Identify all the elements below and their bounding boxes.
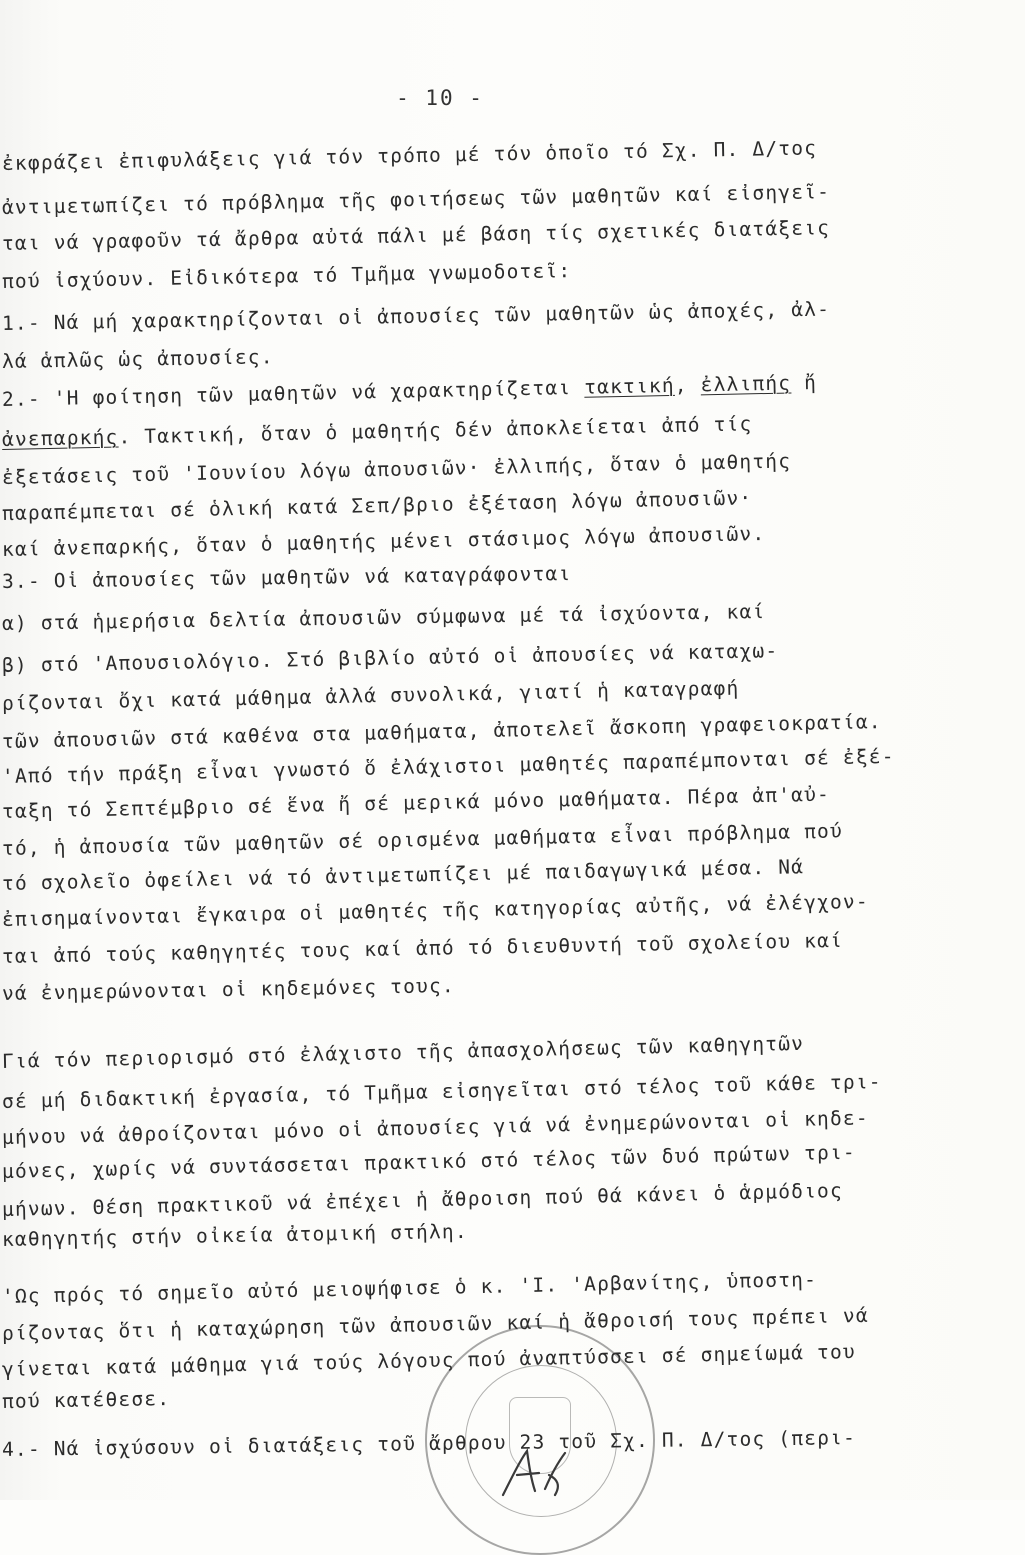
text-segment: 2.- 'Η φοίτηση τῶν μαθητῶν νά χαρακτηρίζεται	[2, 376, 585, 411]
list-item-1: 1.- Νά μή χαρακτηρίζονται οἱ ἀπουσίες τῶν μαθητῶν ὡς ἀποχές, ἀλ-	[2, 298, 830, 335]
text-line: τό σχολεῖο ὀφείλει νά τό ἀντιμετωπίζει μέ παιδαγωγικά μέσα. Νά	[2, 855, 805, 895]
text-line: μήνων. Θέση πρακτικοῦ νά ἐπέχει ἡ ἄθροιση πού θά κάνει ὁ ἁρμόδιος	[2, 1179, 843, 1221]
list-item-2	[2, 371, 818, 411]
signature	[495, 1445, 575, 1500]
text-line	[2, 412, 753, 451]
text-line: ἐξετάσεις τοῦ 'Ιουνίου λόγω ἀπουσιῶν· ἐλλιπής, ὅταν ὁ μαθητής	[2, 449, 792, 489]
text-line: μήνου νά ἀθροίζονται μόνο οἱ ἀπουσίες γιά νά ἐνημερώνονται οἱ κηδε-	[2, 1106, 869, 1149]
text-line: ἐκφράζει ἐπιφυλάξεις γιά τόν τρόπο μέ τόν ὁποῖο τό Σχ. Π. Δ/τος	[2, 136, 818, 175]
list-item-3: 3.- Οἱ ἀπουσίες τῶν μαθητῶν νά καταγράφονται	[2, 562, 572, 593]
text-line: 'Από τήν πράξη εἶναι γνωστό ὅ ἐλάχιστοι μαθητές παραπέμπονται σέ ἐξέ-	[2, 745, 895, 788]
text-line: μόνες, χωρίς νά συντάσσεται πρακτικό στό τέλος τῶν δυό πρώτων τρι-	[2, 1141, 856, 1183]
text-line: πού κατέθεσε.	[2, 1387, 171, 1413]
sub-item-a: α) στά ἡμερήσια δελτία ἀπουσιῶν σύμφωνα μέ τά ἰσχύοντα, καί	[2, 600, 766, 635]
text-line: ταξη τό Σεπτέμβριο σέ ἕνα ἤ σέ μερικά μόνο μαθήματα. Πέρα ἀπ'αὐ-	[2, 783, 830, 823]
text-line: ται νά γραφοῦν τά ἄρθρα αὐτά πάλι μέ βάση τίς σχετικές διατάξεις	[2, 216, 830, 255]
text-line: γίνεται κατά μάθημα γιά τούς λόγους πού ἀναπτύσσει σέ σημείωμά του	[2, 1340, 856, 1381]
text-line: ρίζονται ὄχι κατά μάθημα ἀλλά συνολικά, γιατί ἡ καταγραφή	[2, 677, 740, 715]
text-line: σέ μή διδακτική ἐργασία, τό Τμῆμα εἰσηγεῖται στό τέλος τοῦ κάθε τρι-	[2, 1070, 882, 1113]
text-line: λά ἁπλῶς ὡς ἀπουσίες.	[2, 345, 274, 373]
text-line: τό, ἡ ἀπουσία τῶν μαθητῶν σέ ορισμένα μαθήματα εἶναι πρόβλημα πού	[2, 819, 843, 860]
text-line: πού ἰσχύουν. Εἰδικότερα τό Τμῆμα γνωμοδοτεῖ:	[2, 259, 572, 293]
text-line: ται ἀπό τούς καθηγητές τους καί ἀπό τό διευθυντή τοῦ σχολείου καί	[2, 929, 843, 968]
text-segment: ,	[675, 373, 701, 397]
text-segment: . Τακτική, ὅταν ὁ μαθητής δέν ἀποκλείεται ἀπό τίς	[118, 412, 752, 448]
paragraph-start: 'Ως πρός τό σημεῖο αὐτό μειοψήφισε ὁ κ. 'Ι. 'Αρβανίτης, ὑποστη-	[2, 1268, 818, 1308]
underlined-term: τακτική	[584, 374, 675, 399]
text-line: νά ἐνημερώνονται οἱ κηδεμόνες τους.	[2, 974, 455, 1005]
text-line: καί ἀνεπαρκής, ὅταν ὁ μαθητής μένει στάσιμος λόγω ἀπουσιῶν.	[2, 522, 766, 561]
text-line: τῶν ἀπουσιῶν στά καθένα στα μαθήματα, ἀποτελεῖ ἄσκοπη γραφειοκρατία.	[2, 710, 882, 753]
text-line: ἐπισημαίνονται ἔγκαιρα οἱ μαθητές τῆς κατηγορίας αὐτῆς, νά ἐλέγχον-	[2, 890, 869, 931]
paragraph-start: Γιά τόν περιορισμό στό ἐλάχιστο τῆς ἀπασχολήσεως τῶν καθηγητῶν	[2, 1032, 805, 1073]
text-line: παραπέμπεται σέ ὁλική κατά Σεπ/βριο ἐξέταση λόγω ἀπουσιῶν·	[2, 486, 753, 525]
page-number: - 10 -	[0, 86, 880, 110]
text-line: καθηγητής στήν οἰκεία ἀτομική στήλη.	[2, 1220, 468, 1251]
text-line: ρίζοντας ὅτι ἡ καταχώρηση τῶν ἀπουσιῶν καί ἡ ἄθροισή τους πρέπει νά	[2, 1304, 869, 1345]
underlined-term: ἀνεπαρκής	[2, 426, 119, 451]
list-item-4: 4.- Νά ἰσχύσουν οἱ διατάξεις τοῦ ἄρθρου 23 τοῦ Σχ. Π. Δ/τος (περι-	[2, 1426, 856, 1461]
text-line: ἀντιμετωπίζει τό πρόβλημα τῆς φοιτήσεως τῶν μαθητῶν καί εἰσηγεῖ-	[2, 180, 830, 219]
sub-item-b: β) στό 'Απουσιολόγιο. Στό βιβλίο αὐτό οἱ ἀπουσίες νά καταχω-	[2, 639, 779, 677]
text-segment: ἤ	[791, 371, 817, 395]
underlined-term: ἐλλιπής	[700, 371, 791, 396]
